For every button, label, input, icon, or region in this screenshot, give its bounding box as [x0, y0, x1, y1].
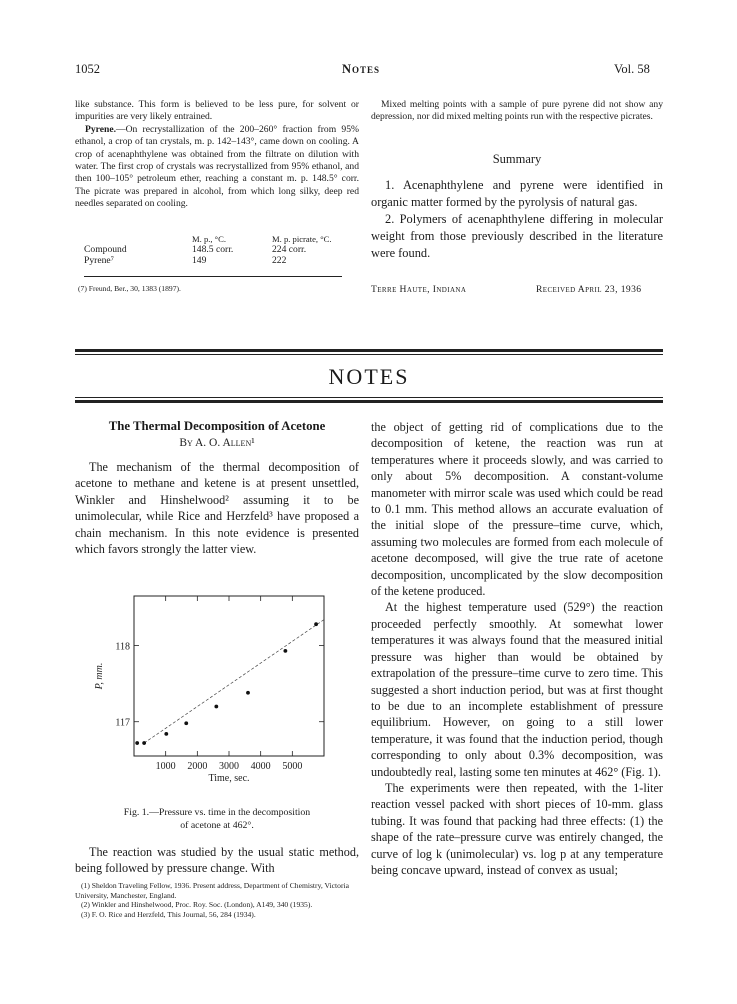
method-text: The reaction was studied by the usual static method, being followed by pressure change. With: [75, 845, 359, 876]
intro-text: The mechanism of the thermal decomposition of acetone to methane and ketene is at present unsettled, Winkler and Hinshelwood² assuming it to be unimolecular, while Rice and Herzfeld³ have proposed a chain mechanism. In this note evidence is presented which favors strongly the latter view.: [75, 460, 359, 557]
page-number: 1052: [75, 62, 100, 76]
right-paragraph-1: the object of getting rid of complications due to the decomposition of ketene, the reaction was run at temperatures where it proceeds slowly, and was carried to only about 5% decomposition. A constant-volume manometer with mirror scale was used which could be read to 0.1 mm. This method allows an accurate evaluation of the initial slope of the pressure–time curve, which, assuming two molecules are formed from each molecule of acetone decomposed, will give the true rate of acetone decomposition, uncomplicated by the slow decomposition of the ketene produced.: [371, 420, 663, 599]
table-header-cell: M. p., °C.: [192, 234, 226, 244]
table-header-cell: [80, 234, 188, 244]
data-point: [135, 741, 139, 745]
article-title: The Thermal Decomposition of Acetone: [108, 419, 326, 433]
right-paragraph-2: At the highest temperature used (529°) the reaction proceeded perfectly smoothly. At somewhat lower temperatures it was always found that the measured initial pressure was higher than would be obtained by extrapolation of the pressure–time curve to zero time. This suggested a short induction period, but was at first thought to be due to an incomplete establishment of pressure equilibrium. However, on going to a still lower temperature, it was found that the induction period, though corresponding to only about 0.3% decomposition, was undoubtedly real, lasting some ten minutes at 462° (Fig. 1).: [371, 600, 663, 779]
melting-point-table: [80, 234, 336, 266]
x-tick-label: 5000: [282, 761, 303, 772]
table-bottom-rule: [84, 276, 342, 277]
notes-bottom-rule: [75, 400, 663, 403]
data-point: [314, 622, 318, 626]
notes-title: NOTES: [328, 364, 410, 389]
summary-item-2: 2. Polymers of acenaphthylene differing in molecular weight from those previously described in the literature were found.: [371, 212, 663, 260]
article-right-column: [371, 419, 663, 878]
table-cell: 149: [192, 255, 207, 266]
top-right-column: [371, 99, 663, 124]
volume-number: Vol. 58: [614, 62, 650, 76]
footnote-2: (2) Winkler and Hinshelwood, Proc. Roy. Soc. (London), A149, 340 (1935).: [81, 900, 313, 910]
x-tick-label: 4000: [250, 761, 271, 772]
y-axis-label: P, mm.: [94, 662, 105, 690]
figure-caption: [75, 806, 359, 832]
right-paragraph-3: The experiments were then repeated, with the 1-liter reaction vessel packed with short pieces of 10-mm. glass tubing. It was found that packing had three effects: (1) the shape of the rate–pressure curve was entirely changed, the curve of log k (unimolecular) vs. log p at any temperature being concave upward, instead of convex as usual;: [371, 780, 663, 877]
footnote-1: (1) Sheldon Traveling Fellow, 1936. Present address, Department of Chemistry, Victoria University, Manchester, England.: [75, 881, 349, 900]
data-point: [184, 721, 188, 725]
place: Terre Haute, Indiana: [371, 284, 467, 295]
y-tick-label: 117: [115, 717, 130, 729]
table-cell: 224 corr.: [272, 244, 307, 255]
x-tick-label: 2000: [187, 761, 208, 772]
table-cell: Pyrene⁷: [84, 255, 114, 266]
x-tick-label: 3000: [219, 761, 239, 772]
y-tick-label: 118: [115, 641, 130, 653]
figure-caption-line-1: Fig. 1.—Pressure vs. time in the decomposition: [123, 807, 311, 818]
top-left-column: [75, 99, 359, 211]
summary-item-1: 1. Acenaphthylene and pyrene were identified in organic matter formed by the pyrolysis of natural gas.: [371, 178, 663, 209]
figure-1-chart: [80, 590, 360, 805]
pyrene-text: —On recrystallization of the 200–260° fraction from 95% ethanol, a crop of tan crystals, m. p. 142–143°, came down on cooling. A crop of acenaphthylene was obtained from the filtrate on dilution with water. The first crop of crystals was recrystallized from 95% ethanol, and then 100–105° petroleum ether, reaching a constant m. p. 148.5° corr. The picrate was prepared in alcohol, from which long silky, deep red needles separated on cooling.: [75, 123, 359, 210]
received-date: Received April 23, 1936: [536, 284, 642, 295]
figure-caption-line-2: of acetone at 462°.: [180, 820, 254, 831]
pyrene-heading: Pyrene.: [85, 123, 116, 135]
summary-heading: Summary: [492, 152, 542, 166]
footnote-3: (3) F. O. Rice and Herzfeld, This Journal, 56, 284 (1934).: [81, 909, 256, 919]
data-point: [283, 649, 287, 653]
table-header-cell: M. p. picrate, °C.: [272, 234, 332, 244]
table-cell: 222: [272, 255, 287, 266]
data-point: [142, 741, 146, 745]
footnotes: [75, 881, 359, 919]
summary-text: [371, 177, 663, 262]
table-cell: Compound: [84, 244, 127, 255]
table-cell: 148.5 corr.: [192, 244, 234, 255]
notes-bottom-rule-thin: [75, 397, 663, 398]
method-paragraph: [75, 844, 359, 877]
running-title: Notes: [342, 62, 381, 76]
data-point: [164, 732, 168, 736]
notes-top-rule-thin: [75, 354, 663, 355]
notes-top-rule: [75, 349, 663, 352]
trend-line: [144, 620, 324, 743]
plot-frame: [134, 596, 324, 756]
data-point: [214, 705, 218, 709]
mixed-melting-paragraph: Mixed melting points with a sample of pure pyrene did not show any depression, nor did mixed melting points run with the respective picrates.: [371, 99, 663, 123]
pyrene-paragraph: [75, 124, 359, 211]
continued-paragraph: like substance. This form is believed to be less pure, for solvent or impurities are very likely entrained.: [75, 99, 359, 123]
footnote-7: (7) Freund, Ber., 30, 1383 (1897).: [78, 284, 181, 293]
article-byline: By A. O. Allen¹: [179, 437, 255, 449]
data-point: [246, 691, 250, 695]
x-axis-label: Time, sec.: [208, 773, 250, 784]
x-tick-label: 1000: [155, 761, 176, 772]
intro-paragraph: [75, 459, 359, 557]
